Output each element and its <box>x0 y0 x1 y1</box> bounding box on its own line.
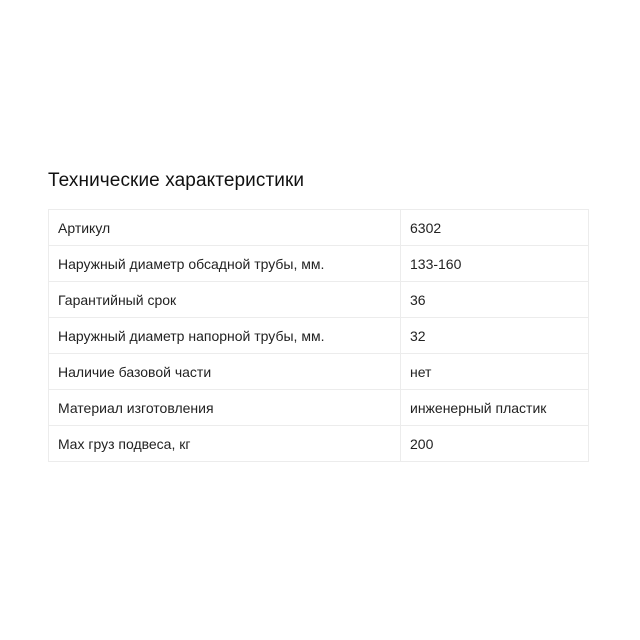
spec-name: Наружный диаметр обсадной трубы, мм. <box>49 246 401 282</box>
spec-value: 133-160 <box>401 246 589 282</box>
spec-name: Артикул <box>49 210 401 246</box>
specifications-table <box>48 209 589 462</box>
spec-row-base-part <box>49 354 589 390</box>
spec-row-max-load <box>49 426 589 462</box>
spec-value: 6302 <box>401 210 589 246</box>
spec-value: инженерный пластик <box>401 390 589 426</box>
spec-name: Наружный диаметр напорной трубы, мм. <box>49 318 401 354</box>
specifications-section <box>48 168 589 462</box>
spec-row-casing-diameter <box>49 246 589 282</box>
specifications-title: Технические характеристики <box>48 170 305 191</box>
spec-name: Материал изготовления <box>49 390 401 426</box>
spec-name: Max груз подвеса, кг <box>49 426 401 462</box>
spec-row-warranty <box>49 282 589 318</box>
spec-name: Наличие базовой части <box>49 354 401 390</box>
spec-value: 32 <box>401 318 589 354</box>
spec-value: 36 <box>401 282 589 318</box>
spec-row-material <box>49 390 589 426</box>
spec-value: 200 <box>401 426 589 462</box>
spec-row-pressure-pipe-diameter <box>49 318 589 354</box>
spec-value: нет <box>401 354 589 390</box>
spec-name: Гарантийный срок <box>49 282 401 318</box>
spec-row-article <box>49 210 589 246</box>
